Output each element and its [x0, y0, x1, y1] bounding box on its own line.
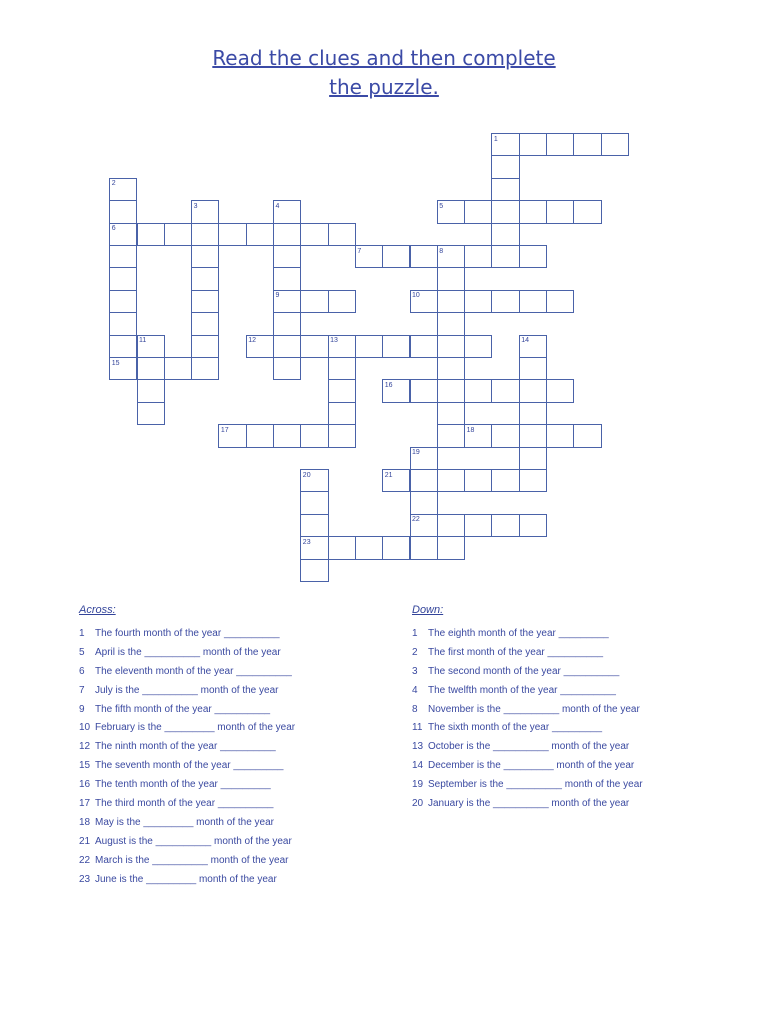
grid-cell[interactable]: [191, 335, 219, 358]
cell-number: 17: [220, 426, 229, 434]
clue-number: 13: [412, 741, 424, 753]
grid-cell[interactable]: [191, 223, 219, 246]
cell-number: 11: [139, 337, 147, 345]
down-clue-list: [412, 625, 643, 814]
grid-cell[interactable]: [546, 290, 574, 313]
across-clue: [79, 644, 295, 663]
grid-cell[interactable]: [519, 424, 547, 447]
across-clue: [79, 814, 295, 833]
clue-text: July is the __________ month of the year: [95, 684, 279, 696]
grid-cell[interactable]: [410, 245, 438, 268]
clue-number: 6: [79, 665, 85, 677]
grid-cell[interactable]: [328, 357, 356, 380]
clue-text: The third month of the year __________: [95, 798, 274, 810]
grid-cell[interactable]: [137, 379, 165, 402]
grid-cell[interactable]: [109, 290, 137, 313]
cell-number: 18: [466, 426, 475, 434]
grid-cell[interactable]: [191, 267, 219, 290]
grid-cell[interactable]: [437, 469, 465, 492]
grid-cell[interactable]: [464, 514, 492, 537]
clue-number: 16: [79, 779, 91, 791]
grid-cell[interactable]: [300, 491, 328, 514]
grid-cell[interactable]: [546, 424, 574, 447]
grid-cell[interactable]: [246, 223, 274, 246]
clue-number: 21: [79, 835, 91, 847]
grid-cell[interactable]: [355, 536, 383, 559]
cell-number: 5: [439, 202, 444, 210]
grid-cell[interactable]: [328, 290, 356, 313]
cell-number: 8: [439, 247, 444, 255]
grid-cell[interactable]: [464, 245, 492, 268]
clue-text: The eleventh month of the year __________: [95, 665, 292, 677]
cell-number: 15: [111, 359, 120, 367]
cell-number: 21: [384, 471, 393, 479]
cell-number: 16: [384, 381, 393, 389]
grid-cell[interactable]: [246, 424, 274, 447]
down-clue: [412, 625, 643, 644]
clue-text: November is the __________ month of the year: [428, 703, 640, 715]
clue-number: 1: [412, 628, 418, 639]
clue-text: May is the _________ month of the year: [95, 816, 275, 828]
grid-cell[interactable]: [300, 335, 328, 358]
grid-cell[interactable]: [491, 424, 519, 447]
grid-cell[interactable]: [464, 469, 492, 492]
grid-cell[interactable]: [410, 469, 438, 492]
grid-cell[interactable]: [546, 379, 574, 402]
down-clue: [412, 701, 643, 720]
cell-number: 1: [493, 135, 498, 143]
clue-number: 11: [412, 722, 423, 734]
clue-text: The first month of the year __________: [428, 646, 604, 658]
grid-cell[interactable]: [573, 133, 601, 156]
clue-text: August is the __________ month of the year: [95, 835, 292, 847]
cell-number: 13: [330, 337, 338, 345]
across-clue: [79, 738, 295, 757]
grid-cell[interactable]: [137, 357, 165, 380]
grid-cell[interactable]: [601, 133, 629, 156]
grid-cell[interactable]: [519, 379, 547, 402]
clue-number: 4: [412, 684, 418, 696]
grid-cell[interactable]: [519, 290, 547, 313]
grid-cell[interactable]: [491, 245, 519, 268]
down-clue: [412, 644, 643, 663]
grid-cell[interactable]: [464, 200, 492, 223]
across-clue: [79, 701, 295, 720]
across-clue: [79, 682, 295, 701]
grid-cell[interactable]: [328, 402, 356, 425]
grid-cell[interactable]: [437, 402, 465, 425]
grid-cell[interactable]: [218, 223, 246, 246]
cell-number: 20: [302, 471, 311, 479]
grid-cell[interactable]: [464, 335, 492, 358]
cell-number: 19: [412, 449, 420, 457]
down-clue: [412, 682, 643, 701]
grid-cell[interactable]: [300, 223, 328, 246]
cell-number: 23: [302, 538, 311, 546]
clue-number: 1: [79, 628, 85, 639]
clue-number: 18: [79, 816, 91, 828]
grid-cell[interactable]: [491, 223, 519, 246]
clue-number: 19: [412, 779, 424, 791]
grid-cell[interactable]: [328, 223, 356, 246]
title-line-2: the puzzle.: [329, 75, 439, 99]
across-clue: [79, 795, 295, 814]
cell-number: 9: [275, 292, 280, 300]
grid-cell[interactable]: [437, 335, 465, 358]
across-clue: [79, 663, 295, 682]
across-clue: [79, 776, 295, 795]
cell-number: 22: [412, 516, 420, 524]
clue-text: April is the __________ month of the year: [95, 646, 281, 658]
grid-cell[interactable]: [464, 290, 492, 313]
cell-number: 4: [275, 202, 280, 210]
across-clue: [79, 625, 295, 644]
clue-text: February is the _________ month of the year: [95, 722, 296, 734]
down-clue: [412, 757, 643, 776]
grid-cell[interactable]: [519, 133, 547, 156]
clue-number: 14: [412, 760, 424, 772]
grid-cell[interactable]: [355, 335, 383, 358]
grid-cell[interactable]: [491, 178, 519, 201]
clue-text: The ninth month of the year __________: [95, 741, 276, 753]
clue-number: 3: [412, 665, 418, 677]
grid-cell[interactable]: [437, 536, 465, 559]
grid-cell[interactable]: [273, 267, 301, 290]
grid-cell[interactable]: [491, 469, 519, 492]
cell-number: 6: [111, 225, 116, 233]
grid-cell[interactable]: [546, 133, 574, 156]
grid-cell[interactable]: [109, 200, 137, 223]
grid-cell[interactable]: [300, 514, 328, 537]
across-clue: [79, 871, 295, 890]
grid-cell[interactable]: [519, 402, 547, 425]
grid-cell[interactable]: [573, 424, 601, 447]
grid-cell[interactable]: [191, 245, 219, 268]
grid-cell[interactable]: [519, 469, 547, 492]
grid-cell[interactable]: [437, 514, 465, 537]
clue-number: 9: [79, 703, 85, 715]
grid-cell[interactable]: [519, 447, 547, 470]
grid-cell[interactable]: [491, 379, 519, 402]
clue-number: 15: [79, 760, 91, 772]
clue-text: October is the __________ month of the year: [428, 741, 630, 753]
grid-cell[interactable]: [410, 536, 438, 559]
grid-cell[interactable]: [437, 267, 465, 290]
down-heading: Down:: [412, 604, 444, 616]
clue-text: The twelfth month of the year __________: [428, 684, 616, 696]
down-clue: [412, 776, 643, 795]
across-clue-list: [79, 625, 295, 889]
cell-number: 12: [248, 337, 256, 345]
clue-number: 2: [412, 646, 418, 658]
clue-number: 7: [79, 684, 85, 696]
clue-text: The tenth month of the year _________: [95, 779, 271, 791]
grid-cell[interactable]: [437, 312, 465, 335]
cell-number: 10: [412, 292, 420, 300]
down-clue: [412, 795, 643, 814]
grid-cell[interactable]: [273, 245, 301, 268]
down-clue: [412, 738, 643, 757]
grid-cell[interactable]: [519, 514, 547, 537]
grid-cell[interactable]: [300, 559, 328, 582]
clue-text: The eighth month of the year _________: [428, 628, 609, 639]
clue-number: 22: [79, 854, 91, 866]
grid-cell[interactable]: [191, 357, 219, 380]
grid-cell[interactable]: [300, 290, 328, 313]
cell-number: 7: [357, 247, 362, 255]
grid-cell[interactable]: [491, 155, 519, 178]
grid-cell[interactable]: [464, 379, 492, 402]
clue-number: 20: [412, 798, 424, 810]
clue-text: March is the __________ month of the year: [95, 854, 289, 866]
grid-cell[interactable]: [300, 424, 328, 447]
across-clue: [79, 757, 295, 776]
clue-text: The seventh month of the year _________: [95, 760, 284, 772]
grid-cell[interactable]: [328, 536, 356, 559]
grid-cell[interactable]: [273, 357, 301, 380]
clue-number: 23: [79, 873, 91, 885]
grid-cell[interactable]: [437, 379, 465, 402]
grid-cell[interactable]: [519, 357, 547, 380]
title-line-1: Read the clues and then complete: [212, 46, 556, 70]
clue-number: 17: [79, 798, 91, 810]
grid-cell[interactable]: [382, 536, 410, 559]
grid-cell[interactable]: [328, 379, 356, 402]
across-clue: [79, 719, 295, 738]
grid-cell[interactable]: [137, 402, 165, 425]
grid-cell[interactable]: [437, 424, 465, 447]
grid-cell[interactable]: [437, 290, 465, 313]
grid-cell[interactable]: [191, 312, 219, 335]
cell-number: 14: [521, 337, 529, 345]
grid-cell[interactable]: [191, 290, 219, 313]
grid-cell[interactable]: [382, 335, 410, 358]
clue-text: June is the _________ month of the year: [95, 873, 277, 885]
down-clue: [412, 719, 643, 738]
grid-cell[interactable]: [410, 379, 438, 402]
cell-number: 3: [193, 202, 198, 210]
grid-cell[interactable]: [546, 200, 574, 223]
grid-cell[interactable]: [519, 245, 547, 268]
clue-number: 10: [79, 722, 91, 734]
grid-cell[interactable]: [491, 290, 519, 313]
clue-text: The fifth month of the year __________: [95, 703, 271, 715]
clue-text: The second month of the year __________: [428, 665, 620, 677]
grid-cell[interactable]: [273, 312, 301, 335]
across-heading: Across:: [79, 604, 116, 616]
clue-text: January is the __________ month of the year: [428, 798, 630, 810]
across-clue: [79, 833, 295, 852]
grid-cell[interactable]: [437, 357, 465, 380]
across-clue: [79, 852, 295, 871]
grid-cell[interactable]: [519, 200, 547, 223]
grid-cell[interactable]: [137, 223, 165, 246]
clue-number: 8: [412, 703, 418, 715]
grid-cell[interactable]: [573, 200, 601, 223]
clue-text: September is the __________ month of the year: [428, 779, 643, 791]
grid-cell[interactable]: [164, 357, 192, 380]
clue-text: The sixth month of the year _________: [428, 722, 603, 734]
grid-cell[interactable]: [273, 335, 301, 358]
clue-number: 12: [79, 741, 91, 753]
cell-number: 2: [111, 180, 116, 188]
clue-text: December is the _________ month of the year: [428, 760, 635, 772]
grid-cell[interactable]: [109, 245, 137, 268]
grid-cell[interactable]: [164, 223, 192, 246]
grid-cell[interactable]: [109, 335, 137, 358]
grid-cell[interactable]: [491, 200, 519, 223]
down-clue: [412, 663, 643, 682]
clue-text: The fourth month of the year __________: [95, 628, 280, 639]
grid-cell[interactable]: [109, 312, 137, 335]
grid-cell[interactable]: [491, 514, 519, 537]
clue-number: 5: [79, 646, 85, 658]
grid-cell[interactable]: [410, 491, 438, 514]
grid-cell[interactable]: [328, 424, 356, 447]
grid-cell[interactable]: [273, 424, 301, 447]
grid-cell[interactable]: [109, 267, 137, 290]
grid-cell[interactable]: [410, 335, 438, 358]
grid-cell[interactable]: [273, 223, 301, 246]
grid-cell[interactable]: [382, 245, 410, 268]
